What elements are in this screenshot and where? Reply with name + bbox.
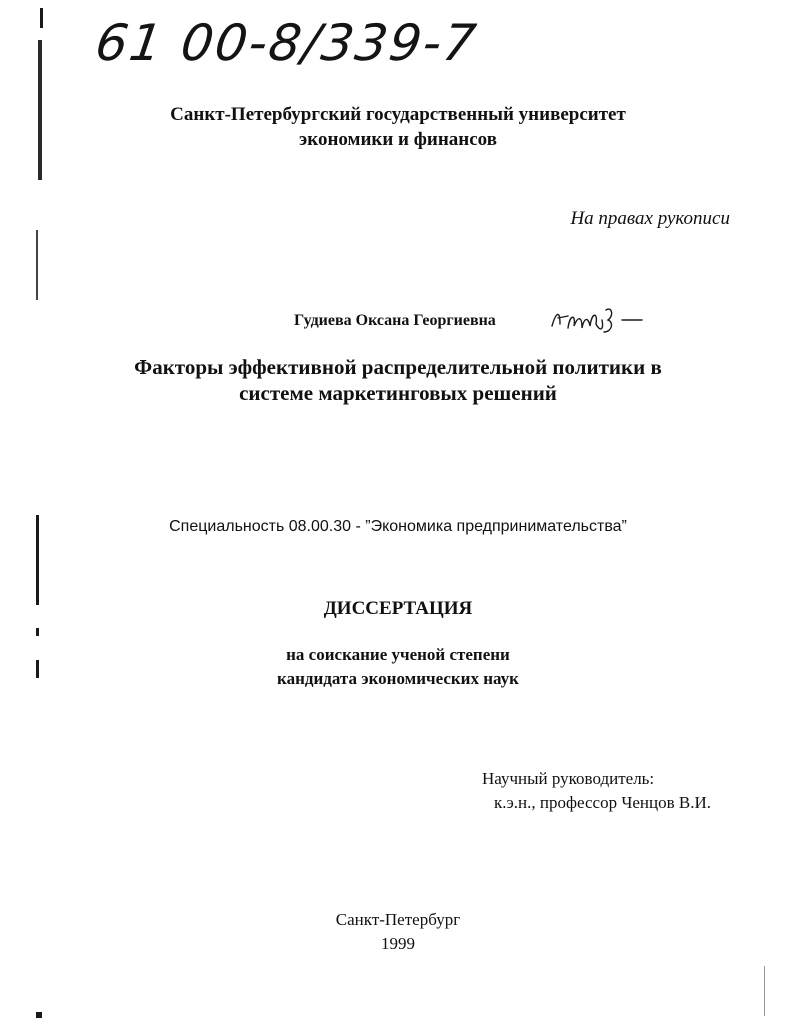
supervisor-name: к.э.н., профессор Ченцов В.И. xyxy=(494,793,712,812)
author-name: Гудиева Оксана Георгиевна xyxy=(294,312,496,329)
supervisor-label: Научный руководитель: xyxy=(482,769,655,788)
title-line-1: Факторы эффективной распределительной политики в xyxy=(134,355,662,379)
degree-line-2: кандидата экономических наук xyxy=(277,669,519,688)
document-type: ДИССЕРТАЦИЯ xyxy=(323,598,473,619)
specialty: Специальность 08.00.30 - ”Экономика предпринимательства” xyxy=(169,518,627,535)
scan-edge-mark xyxy=(36,230,38,300)
city: Санкт-Петербург xyxy=(335,910,461,929)
university-line-2: экономики и финансов xyxy=(299,129,497,150)
archive-code: 61 00-8/339-7 xyxy=(91,14,482,72)
rights-note: На правах рукописи xyxy=(570,208,730,229)
title-line-2: системе маркетинговых решений xyxy=(239,381,557,405)
supervisor-block xyxy=(482,767,711,815)
university-line-1: Санкт-Петербургский государственный университет xyxy=(170,104,626,125)
scan-edge-mark xyxy=(40,8,43,28)
dissertation-title xyxy=(0,354,796,406)
degree-line-1: на соискание ученой степени xyxy=(286,645,510,664)
signature-image xyxy=(548,302,648,343)
scan-edge-mark xyxy=(36,628,39,636)
scan-edge-mark xyxy=(36,1012,42,1018)
place-and-year xyxy=(0,908,796,956)
scan-edge-mark xyxy=(764,966,765,1016)
degree-description xyxy=(0,643,796,691)
university-name xyxy=(0,102,796,152)
year: 1999 xyxy=(381,934,415,953)
